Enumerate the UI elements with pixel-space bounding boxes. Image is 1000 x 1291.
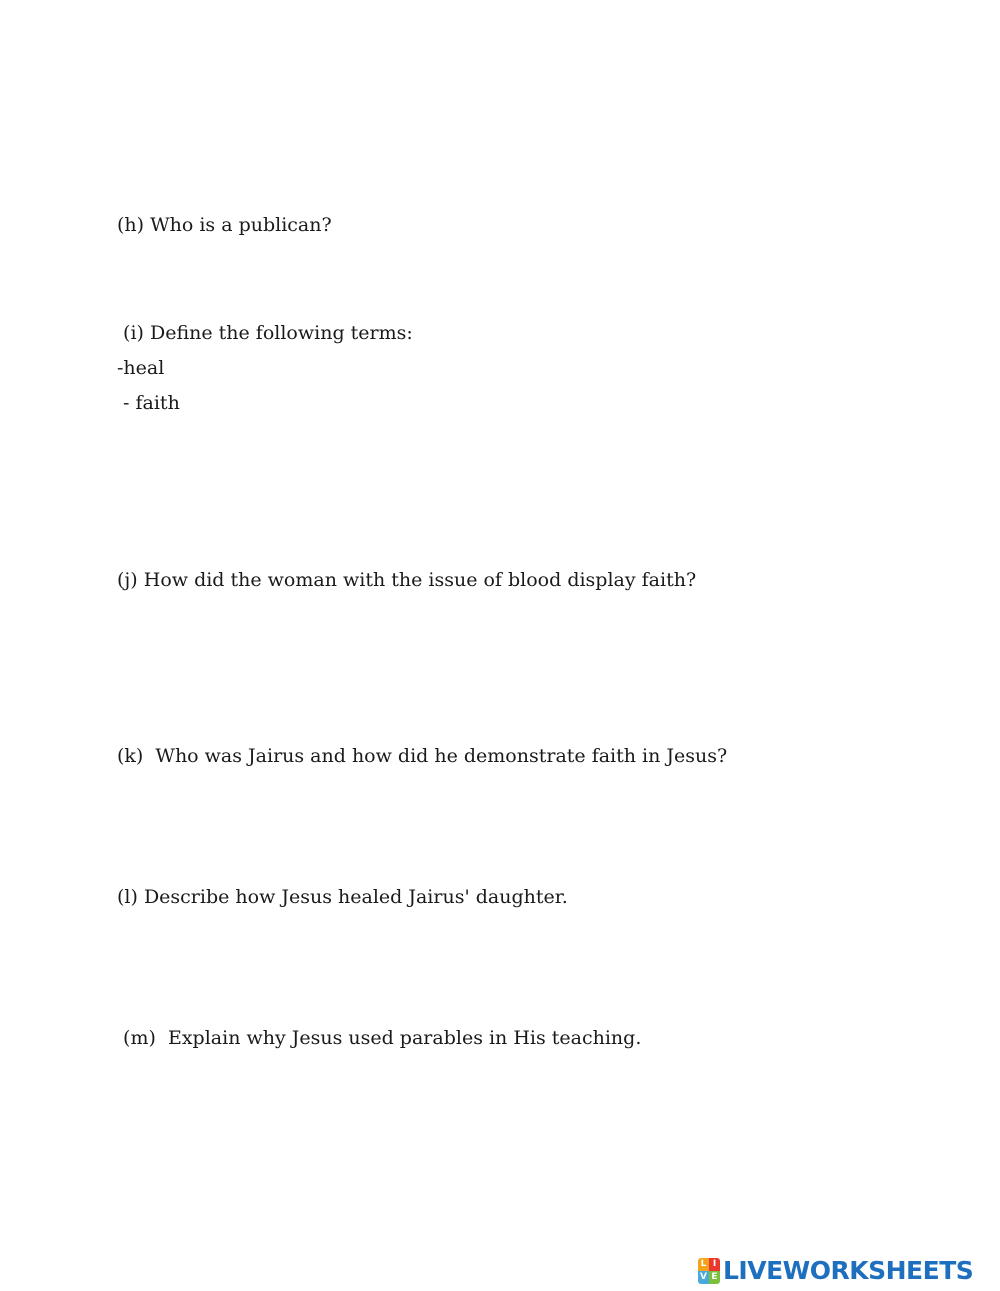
logo-badge-letter: L (698, 1258, 709, 1271)
question-l: (l) Describe how Jesus healed Jairus' daughter. (117, 886, 568, 908)
question-j: (j) How did the woman with the issue of blood display faith? (117, 569, 697, 591)
question-k: (k) Who was Jairus and how did he demonstrate faith in Jesus? (117, 745, 728, 767)
logo-text: LIVEWORKSHEETS (723, 1256, 974, 1285)
logo-badge-letter: E (709, 1271, 720, 1284)
question-i-term-faith: - faith (117, 392, 180, 414)
liveworksheets-logo (698, 1255, 973, 1287)
logo-badge-letter: V (698, 1271, 709, 1284)
question-m: (m) Explain why Jesus used parables in His teaching. (117, 1027, 642, 1049)
question-h: (h) Who is a publican? (117, 214, 332, 236)
question-i-term-heal: -heal (117, 357, 165, 379)
logo-badge-icon (698, 1258, 720, 1284)
logo-badge-letter: I (709, 1258, 720, 1271)
question-i: (i) Define the following terms: (117, 322, 413, 344)
